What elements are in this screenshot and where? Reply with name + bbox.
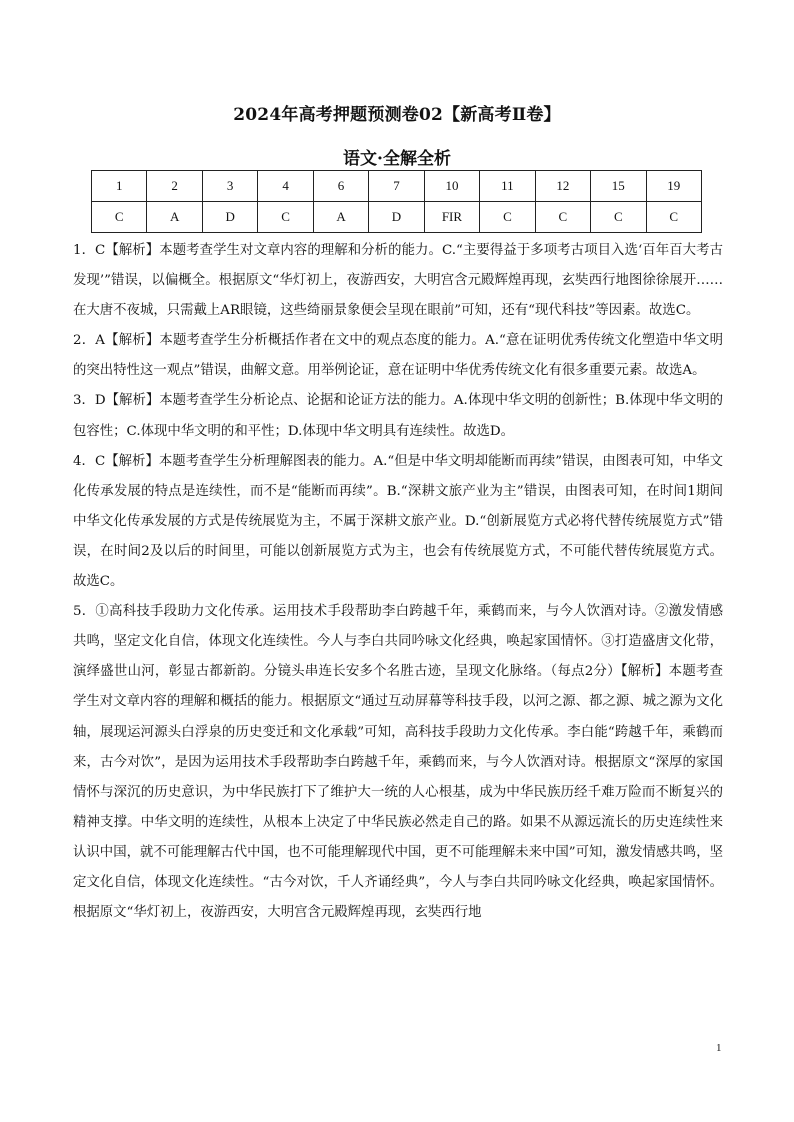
answer-cell: FIR: [424, 202, 479, 233]
question-number-cell: 19: [646, 171, 701, 202]
question-number-cell: 6: [313, 171, 368, 202]
explanation-paragraph-q1: 1．C【解析】本题考查学生对文章内容的理解和分析的能力。C.“主要得益于多项考古项目入选‘百年百大考古发现’”错误，以偏概全。根据原文“华灯初上，夜游西安，大明宫含元殿辉煌再现，玄奘西行地图徐徐展开……在大唐不夜城，只需戴上AR眼镜，这些绮丽景象便会呈现在眼前”可知，还有“现代科技”等因素。故选C。: [73, 243, 723, 319]
answer-cell: C: [646, 202, 701, 233]
answer-cell: A: [313, 202, 368, 233]
question-number-cell: 4: [258, 171, 313, 202]
question-number-row: [92, 171, 702, 202]
answer-table: [91, 170, 702, 233]
question-number-cell: 7: [369, 171, 424, 202]
explanation-paragraph-q3: 3．D【解析】本题考查学生分析论点、论据和论证方法的能力。A.体现中华文明的创新性；B.体现中华文明的包容性；C.体现中华文明的和平性；D.体现中华文明具有连续性。故选D。: [73, 393, 723, 439]
question-number-cell: 2: [147, 171, 202, 202]
question-number-cell: 10: [424, 171, 479, 202]
answer-cell: D: [202, 202, 257, 233]
answer-row: [92, 202, 702, 233]
question-number-cell: 1: [92, 171, 147, 202]
answer-cell: D: [369, 202, 424, 233]
answer-cell: A: [147, 202, 202, 233]
page-number: 1: [716, 1042, 722, 1054]
question-number-cell: 12: [535, 171, 590, 202]
document-title: 2024年高考押题预测卷02【新高考Ⅱ卷】: [233, 105, 561, 125]
explanation-paragraph-q2: 2．A【解析】本题考查学生分析概括作者在文中的观点态度的能力。A.“意在证明优秀传统文化塑造中华文明的突出特性这一观点”错误，曲解文意。用举例论证，意在证明中华优秀传统文化有很多重要元素。故选A。: [73, 333, 723, 379]
explanation-paragraph-q5: 5．①高科技手段助力文化传承。运用技术手段帮助李白跨越千年，乘鹤而来，与今人饮酒对诗。②激发情感共鸣，坚定文化自信，体现文化连续性。今人与李白共同吟咏文化经典，唤起家国情怀。③打造盛唐文化带，演绎盛世山河，彰显古都新韵。分镜头串连长安多个名胜古迹，呈现文化脉络。（每点2分）【解析】本题考查学生对文章内容的理解和概括的能力。根据原文“通过互动屏幕等科技手段，以河之源、都之源、城之源为文化轴，展现运河源头白浮泉的历史变迁和文化承载”可知，高科技手段助力文化传承。李白能“跨越千年，乘鹤而来，古今对饮”，是因为运用技术手段帮助李白跨越千年，乘鹤而来，与今人饮酒对诗。根据原文“深厚的家国情怀与深沉的历史意识，为中华民族打下了维护大一统的人心根基，成为中华民族历经千难万险而不断复兴的精神支撑。中华文明的连续性，从根本上决定了中华民族必然走自己的路。如果不从源远流长的历史连续性来认识中国，就不可能理解古代中国，也不可能理解现代中国，更不可能理解未来中国”可知，激发情感共鸣，坚定文化自信，体现文化连续性。“古今对饮，千人齐诵经典”，今人与李白共同吟咏文化经典，唤起家国情怀。根据原文“华灯初上，夜游西安，大明宫含元殿辉煌再现，玄奘西行地: [73, 604, 723, 921]
explanation-paragraph-q4: 4．C【解析】本题考查学生分析理解图表的能力。A.“但是中华文明却能断而再续”错误，由图表可知，中华文化传承发展的特点是连续性，而不是“能断而再续”。B.“深耕文旅产业为主”错误，由图表可知，在时间1期间中华文化传承发展的方式是传统展览为主，不属于深耕文旅产业。D.“创新展览方式必将代替传统展览方式”错误，在时间2及以后的时间里，可能以创新展览方式为主，也会有传统展览方式，不可能代替传统展览方式。故选C。: [73, 453, 723, 590]
answer-cell: C: [480, 202, 535, 233]
question-number-cell: 3: [202, 171, 257, 202]
answer-cell: C: [591, 202, 646, 233]
explanation-body: [73, 236, 723, 928]
answer-cell: C: [258, 202, 313, 233]
answer-cell: C: [535, 202, 590, 233]
document-subtitle: 语文·全解全析: [343, 149, 451, 169]
answer-cell: C: [92, 202, 147, 233]
question-number-cell: 11: [480, 171, 535, 202]
question-number-cell: 15: [591, 171, 646, 202]
